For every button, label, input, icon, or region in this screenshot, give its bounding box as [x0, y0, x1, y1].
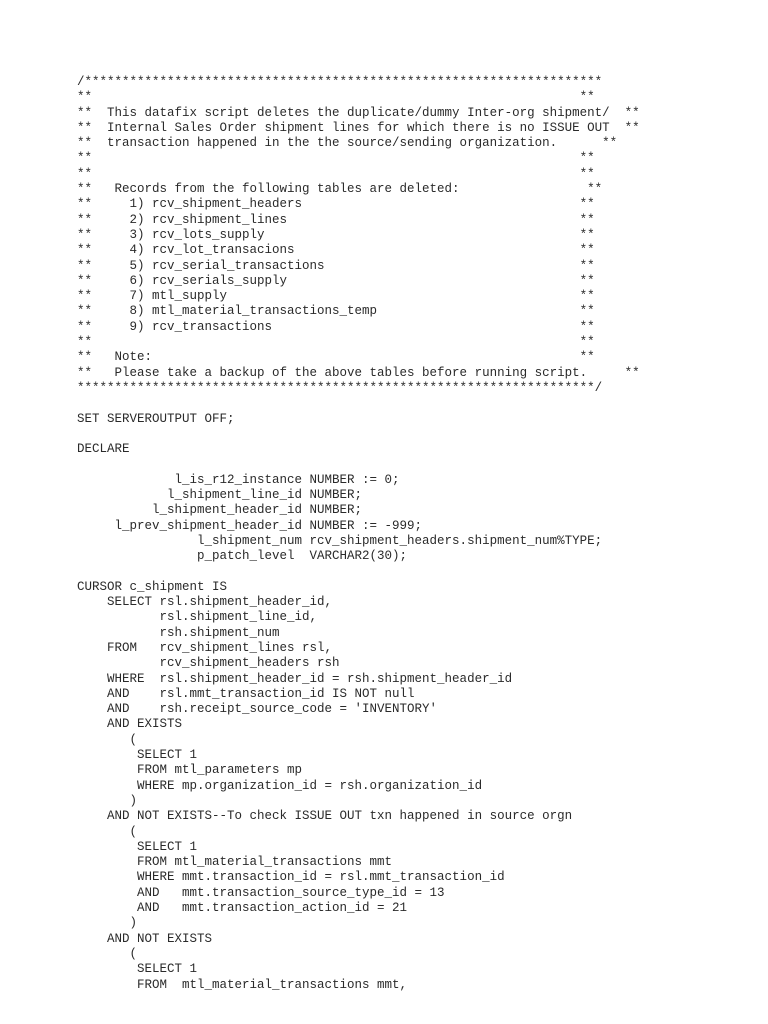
code-line: WHERE mp.organization_id = rsh.organization_id — [77, 778, 483, 793]
code-line: FROM mtl_material_transactions mmt — [77, 855, 393, 870]
code-line: SELECT 1 — [77, 839, 198, 854]
code-line: ** ** — [77, 166, 595, 181]
code-line: ) — [77, 793, 138, 808]
code-line: l_prev_shipment_header_id NUMBER := -999; — [77, 518, 423, 533]
code-line: ** 1) rcv_shipment_headers ** — [77, 197, 595, 212]
code-line: WHERE rsl.shipment_header_id = rsh.shipment_header_id — [77, 671, 513, 686]
code-line: AND rsh.receipt_source_code = 'INVENTORY' — [77, 702, 438, 717]
code-line: SET SERVEROUTPUT OFF; — [77, 411, 235, 426]
code-line: /********************************************************************* — [77, 75, 603, 89]
code-line: rcv_shipment_headers rsh — [77, 656, 340, 671]
code-line: ( — [77, 824, 138, 839]
code-line: rsl.shipment_line_id, — [77, 610, 318, 625]
sql-script-code-block — [77, 75, 757, 993]
code-line: ( — [77, 946, 138, 961]
code-line: CURSOR c_shipment IS — [77, 579, 228, 594]
code-line — [77, 396, 757, 411]
code-line: AND EXISTS — [77, 717, 183, 732]
code-line: ** 3) rcv_lots_supply ** — [77, 227, 595, 242]
code-line: ** 4) rcv_lot_transacions ** — [77, 243, 595, 258]
code-line: WHERE mmt.transaction_id = rsl.mmt_transaction_id — [77, 870, 505, 885]
code-line: ** Internal Sales Order shipment lines for which there is no ISSUE OUT ** — [77, 120, 640, 135]
code-line: ) — [77, 916, 138, 931]
code-line: ** ** — [77, 90, 595, 105]
code-line: SELECT 1 — [77, 962, 198, 977]
code-line: DECLARE — [77, 442, 130, 457]
code-line: p_patch_level VARCHAR2(30); — [77, 549, 408, 564]
code-line: ** 2) rcv_shipment_lines ** — [77, 212, 595, 227]
code-line: ** This datafix script deletes the duplicate/dummy Inter-org shipment/ ** — [77, 105, 640, 120]
code-line: AND NOT EXISTS--To check ISSUE OUT txn happened in source orgn — [77, 809, 573, 824]
code-line: AND mmt.transaction_action_id = 21 — [77, 901, 408, 916]
code-line — [77, 565, 757, 580]
code-line: ** ** — [77, 335, 595, 350]
code-line: AND rsl.mmt_transaction_id IS NOT null — [77, 686, 415, 701]
document-page — [77, 75, 757, 993]
code-line: ** Records from the following tables are deleted: ** — [77, 182, 603, 197]
code-line: ** ** — [77, 151, 595, 166]
code-line: l_shipment_line_id NUMBER; — [77, 488, 363, 503]
code-line: FROM mtl_parameters mp — [77, 763, 303, 778]
code-line: l_shipment_num rcv_shipment_headers.shipment_num%TYPE; — [77, 533, 603, 548]
code-line: l_shipment_header_id NUMBER; — [77, 503, 363, 518]
code-line — [77, 427, 757, 442]
code-line: FROM rcv_shipment_lines rsl, — [77, 640, 333, 655]
code-line: SELECT rsl.shipment_header_id, — [77, 595, 333, 610]
code-line: ** Note: ** — [77, 350, 595, 365]
code-line — [77, 457, 757, 472]
code-line: FROM mtl_material_transactions mmt, — [77, 977, 408, 992]
code-line: AND NOT EXISTS — [77, 931, 213, 946]
code-line: ** 5) rcv_serial_transactions ** — [77, 258, 595, 273]
code-line: ** Please take a backup of the above tables before running script. ** — [77, 365, 640, 380]
code-line: ** 6) rcv_serials_supply ** — [77, 273, 595, 288]
code-line: ** 9) rcv_transactions ** — [77, 319, 595, 334]
code-line: ( — [77, 732, 138, 747]
code-line: ** 7) mtl_supply ** — [77, 289, 595, 304]
code-line: ** 8) mtl_material_transactions_temp ** — [77, 304, 595, 319]
code-line: AND mmt.transaction_source_type_id = 13 — [77, 885, 445, 900]
code-line: ** transaction happened in the the source/sending organization. ** — [77, 136, 618, 151]
code-line: *********************************************************************/ — [77, 380, 603, 395]
code-line: l_is_r12_instance NUMBER := 0; — [77, 472, 400, 487]
code-line: SELECT 1 — [77, 748, 198, 763]
code-line: rsh.shipment_num — [77, 625, 280, 640]
